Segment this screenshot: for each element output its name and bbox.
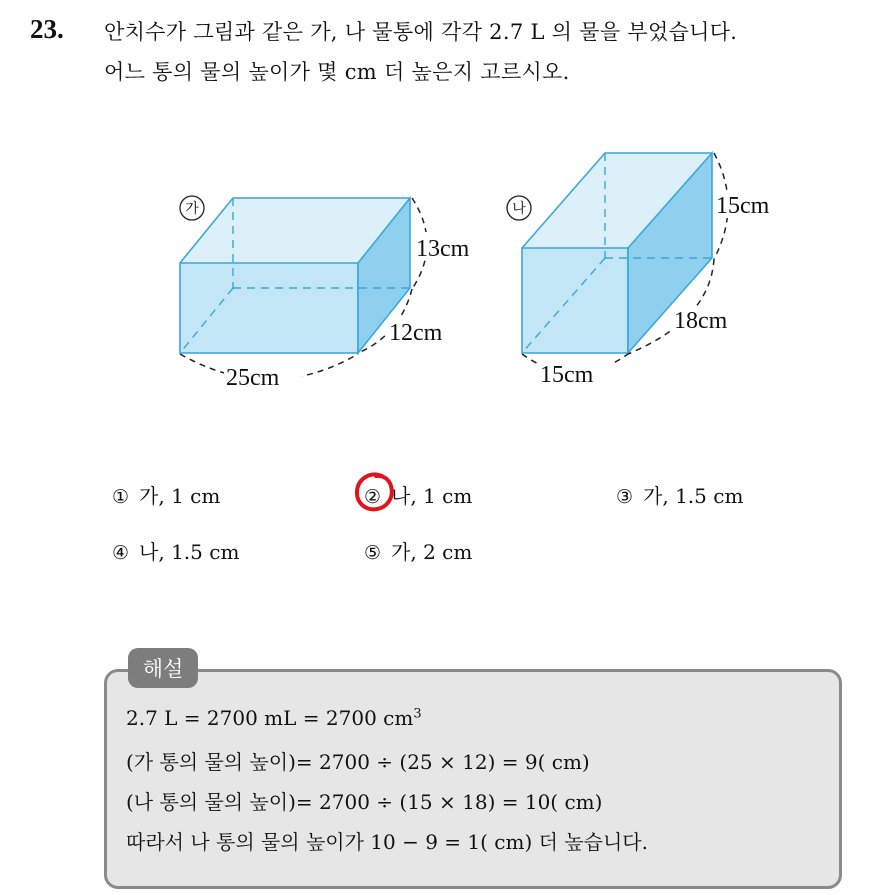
question-number: 23. xyxy=(30,14,64,44)
solution-line-1 xyxy=(126,706,422,730)
box-b xyxy=(507,153,788,388)
figure-boxes xyxy=(0,0,884,440)
choice-1[interactable] xyxy=(112,480,220,509)
choice-3-text: 가, 1.5 cm xyxy=(643,484,744,508)
solution-box xyxy=(104,669,842,889)
box-a xyxy=(180,196,487,391)
choice-5-text: 가, 2 cm xyxy=(391,540,473,564)
box-b-depth-label: 18cm xyxy=(674,308,728,334)
choice-1-number: ① xyxy=(112,486,130,508)
box-a-label: 가 xyxy=(185,201,199,217)
choice-4-text: 나, 1.5 cm xyxy=(139,540,240,564)
choice-5[interactable] xyxy=(364,536,472,565)
box-a-depth-label: 12cm xyxy=(389,320,443,346)
solution-line-2: (가 통의 물의 높이)= 2700 ÷ (25 × 12) = 9( cm) xyxy=(126,750,590,774)
solution-line-4: 따라서 나 통의 물의 높이가 10 − 9 = 1( cm) 더 높습니다. xyxy=(126,830,648,854)
question-text-line1: 안치수가 그림과 같은 가, 나 물통에 각각 2.7 L 의 물을 부었습니다. xyxy=(104,20,738,44)
solution-tag: 해설 xyxy=(128,648,198,688)
choice-2-text: 나, 1 cm xyxy=(391,484,473,508)
choice-3[interactable] xyxy=(616,480,743,509)
choice-4-number: ④ xyxy=(112,542,130,564)
choice-4[interactable] xyxy=(112,536,239,565)
box-a-height-label: 13cm xyxy=(416,236,470,262)
choice-2-number: ② xyxy=(364,486,382,508)
choice-1-text: 가, 1 cm xyxy=(139,484,221,508)
answer-circle-mark xyxy=(352,469,398,515)
choice-3-number: ③ xyxy=(616,486,634,508)
solution-line-3: (나 통의 물의 높이)= 2700 ÷ (15 × 18) = 10( cm) xyxy=(126,790,603,814)
question-text-line2: 어느 통의 물의 높이가 몇 cm 더 높은지 고르시오. xyxy=(104,60,570,84)
solution-line-1-sup: 3 xyxy=(413,706,422,722)
box-a-width-label: 25cm xyxy=(226,365,280,391)
box-b-width-label: 15cm xyxy=(540,362,594,388)
choice-5-number: ⑤ xyxy=(364,542,382,564)
solution-line-1-base: 2.7 L = 2700 mL = 2700 cm xyxy=(126,706,414,730)
box-b-height-label: 15cm xyxy=(716,193,770,219)
box-b-label: 나 xyxy=(512,201,526,217)
